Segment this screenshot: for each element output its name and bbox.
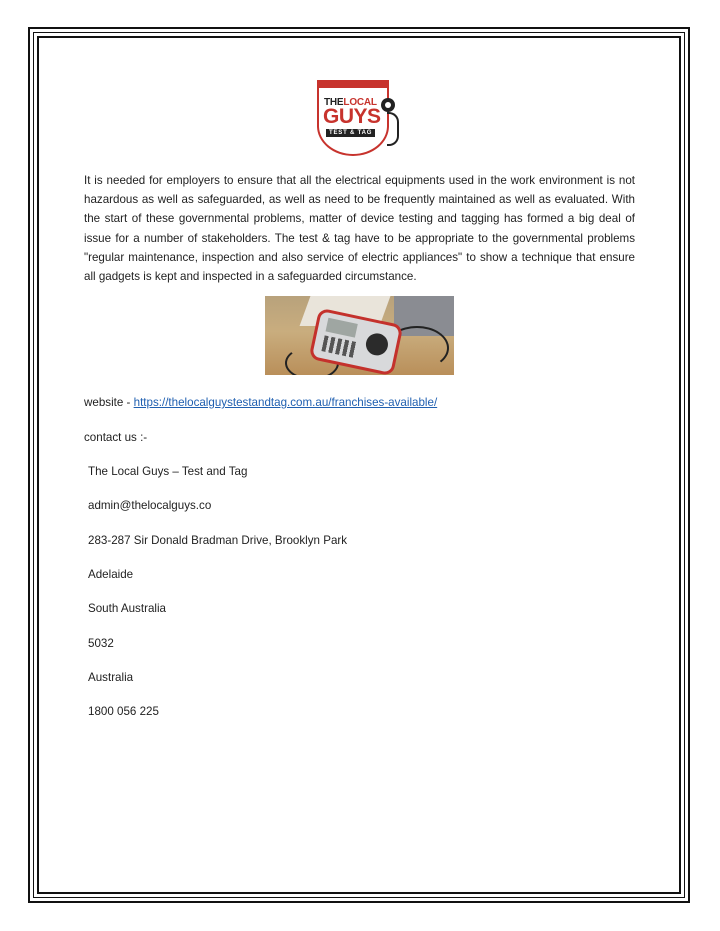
website-line	[84, 395, 437, 411]
contact-company: The Local Guys – Test and Tag	[88, 465, 248, 478]
contact-heading: contact us :-	[84, 431, 148, 444]
logo-guys: GUYS	[323, 105, 381, 128]
logo-test-tag: TEST & TAG	[326, 129, 375, 137]
logo-the: THE	[324, 97, 344, 108]
contact-state: South Australia	[88, 602, 166, 615]
company-logo	[309, 80, 409, 158]
contact-email: admin@thelocalguys.co	[88, 499, 212, 512]
contact-street: 283-287 Sir Donald Bradman Drive, Brooklyn Park	[88, 534, 348, 547]
website-label: website -	[84, 396, 134, 409]
cord-icon	[387, 112, 399, 146]
contact-city: Adelaide	[88, 568, 134, 581]
logo-local: LOCAL	[343, 97, 377, 108]
intro-paragraph: It is needed for employers to ensure that all the electrical equipments used in the work environment is not hazardous as well as safeguarded, as well as need to be frequently maintained as well as evaluated. With the start of these governmental problems, matter of device testing and tagging has formed a big deal of issue for a number of stakeholders. The test & tag have to be appropriate to the governmental problems "regular maintenance, inspection and also service of electric appliances" to show a technique that ensure all gadgets is kept and inspected in a safeguarded circumstance.	[84, 174, 635, 284]
plug-icon	[381, 98, 395, 112]
website-link[interactable]: https://thelocalguystestandtag.com.au/franchises-available/	[133, 396, 438, 409]
contact-postcode: 5032	[88, 637, 114, 650]
contact-phone: 1800 056 225	[88, 705, 159, 718]
test-and-tag-device-photo	[265, 296, 454, 375]
contact-country: Australia	[88, 671, 134, 684]
